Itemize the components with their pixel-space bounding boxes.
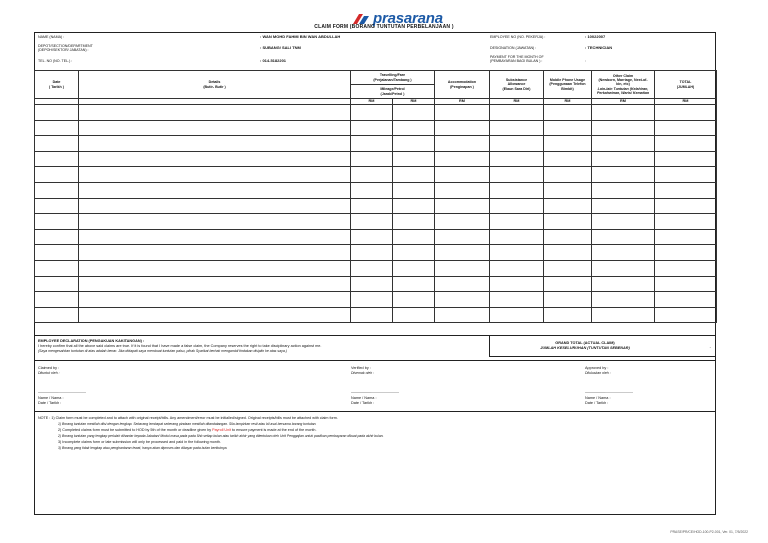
claim-cell[interactable] <box>393 167 435 183</box>
rm-cell: RM <box>592 99 655 105</box>
claim-cell[interactable] <box>655 245 717 261</box>
claim-cell[interactable] <box>544 292 592 308</box>
payment-label: PAYMENT FOR THE MONTH OF (PEMBAYARAN BAGI BULAN ) : <box>490 55 544 64</box>
claim-cell[interactable] <box>35 229 79 245</box>
note-3-ms: 3) Borang yang tidak lengkap atau penghantaran lewat, hanya akan diproses dan dibayar pada bulan berikutnya. <box>58 446 228 450</box>
claim-cell[interactable] <box>35 182 79 198</box>
claim-cell[interactable] <box>592 276 655 292</box>
grand-total-value: - <box>709 344 711 349</box>
claim-cell[interactable] <box>435 167 490 183</box>
claim-row <box>35 214 717 230</box>
claim-cell[interactable] <box>490 260 544 276</box>
claim-cell[interactable] <box>490 307 544 323</box>
claim-cell[interactable] <box>393 307 435 323</box>
col-subsistance: Subsistance Allowance (Elaun Sara Diri) <box>490 71 544 99</box>
col-other-claim: Other Claim (Newborn, Marriage, Next-of- kin, etc) Lain-lain Tuntutan (Kelahiran, Perkahwinan, Waris/ Kematian <box>592 71 655 99</box>
col-date: Date ( Tarikh ) <box>35 71 79 99</box>
claim-cell[interactable] <box>592 245 655 261</box>
claim-cell[interactable] <box>393 260 435 276</box>
claim-cell[interactable] <box>544 151 592 167</box>
note-2: 2) Completed claims form must be submitted to HOD by 5th of the month or deadline given by Payroll Unit to ensure payment is made at the end of the month. <box>58 428 317 432</box>
rm-cell: RM <box>351 99 393 105</box>
claim-cell[interactable] <box>592 167 655 183</box>
claim-cell[interactable] <box>544 120 592 136</box>
form-title: CLAIM FORM (BORANG TUNTUTAN PERBELANJAAN ) <box>314 24 454 30</box>
claim-cell[interactable] <box>79 151 351 167</box>
claim-cell[interactable] <box>35 245 79 261</box>
col-mileage: Mileage/Petrol (Jarak/Petrol ) <box>351 85 435 99</box>
verified-signature-line: ------------------------------------------------ <box>351 390 399 394</box>
claim-cell[interactable] <box>435 245 490 261</box>
claim-cell[interactable] <box>393 136 435 152</box>
notes <box>38 415 384 451</box>
claim-cell[interactable] <box>544 198 592 214</box>
claim-cell[interactable] <box>490 198 544 214</box>
divider <box>34 411 716 412</box>
claim-cell[interactable] <box>435 229 490 245</box>
claim-row <box>35 245 717 261</box>
claim-cell[interactable] <box>79 214 351 230</box>
grand-total-box <box>489 335 716 357</box>
claim-cell[interactable] <box>544 167 592 183</box>
claim-cell[interactable] <box>351 214 393 230</box>
claim-cell[interactable] <box>35 307 79 323</box>
claim-row <box>35 229 717 245</box>
approved-signature-line: ------------------------------------------------ <box>585 390 633 394</box>
claim-cell[interactable] <box>592 182 655 198</box>
claim-cell[interactable] <box>544 105 592 121</box>
claim-cell[interactable] <box>655 198 717 214</box>
claim-cell[interactable] <box>393 151 435 167</box>
note-2-ms: 2) Borang tuntutan yang lengkap perlulah dihantar kepada Jabatan/ Modul masa pada pada 5hb setiap bulan atau tarikh akhir yang ditentukan oleh Unit Penggajian untuk pastikan pembayaran dibuat pada akhir bulan. <box>58 434 384 438</box>
claim-cell[interactable] <box>544 276 592 292</box>
claim-cell[interactable] <box>35 120 79 136</box>
rm-cell: RM <box>544 99 592 105</box>
claim-cell[interactable] <box>79 198 351 214</box>
claim-cell[interactable] <box>544 214 592 230</box>
claim-cell[interactable] <box>35 105 79 121</box>
claim-cell[interactable] <box>655 167 717 183</box>
claim-cell[interactable] <box>35 276 79 292</box>
claim-cell[interactable] <box>35 292 79 308</box>
claim-row <box>35 167 717 183</box>
payment-value: : <box>585 59 586 63</box>
name-value: : WAN MOHD FAHMI BIN WAN ABDULLAH <box>260 34 341 39</box>
claim-cell[interactable] <box>351 307 393 323</box>
grand-total-label: GRAND TOTAL (ACTUAL CLAIM) JUMLAH KESELURUHAN (TUNTUTAN SEBENAR) <box>540 341 630 350</box>
tel-label: TEL. NO (NO. TEL.) : <box>38 59 73 63</box>
claim-cell[interactable] <box>655 214 717 230</box>
claim-cell[interactable] <box>79 260 351 276</box>
rm-cell: RM <box>490 99 544 105</box>
form-reference: PRASE/PR/CE/HOD-100-P2-001, Ver. 01, 7/5/2022 <box>670 530 748 534</box>
tel-value: : 014-5182201 <box>260 58 287 63</box>
claim-row <box>35 276 717 292</box>
claim-row <box>35 105 717 121</box>
claim-cell[interactable] <box>544 260 592 276</box>
claim-cell[interactable] <box>592 229 655 245</box>
claim-cell[interactable] <box>351 260 393 276</box>
col-total: TOTAL (JUMLAH) <box>655 71 717 99</box>
rm-cell: RM <box>655 99 717 105</box>
claim-cell[interactable] <box>490 276 544 292</box>
dept-value: : SUBANG/ SALI TNM <box>260 45 301 50</box>
claim-cell[interactable] <box>435 260 490 276</box>
claim-cell[interactable] <box>490 151 544 167</box>
claim-cell[interactable] <box>490 167 544 183</box>
claim-cell[interactable] <box>35 151 79 167</box>
claim-cell[interactable] <box>351 229 393 245</box>
divider <box>34 360 716 361</box>
claim-cell[interactable] <box>435 214 490 230</box>
dept-label: DEPOT/SECTION/DEPARTMENT (DEPOH/SEKTOR/ JABATAN) : <box>38 44 93 53</box>
claim-cell[interactable] <box>79 292 351 308</box>
claim-cell[interactable] <box>79 136 351 152</box>
claim-cell[interactable] <box>592 307 655 323</box>
claim-cell[interactable] <box>79 229 351 245</box>
col-travelling: Travelling/Fare (Perjalanan/Tambang ) <box>351 71 435 85</box>
rm-cell: RM <box>393 99 435 105</box>
claim-cell[interactable] <box>592 260 655 276</box>
claim-cell[interactable] <box>490 105 544 121</box>
claim-cell[interactable] <box>544 307 592 323</box>
claim-cell[interactable] <box>79 167 351 183</box>
claim-cell[interactable] <box>393 276 435 292</box>
note-1-ms: 1) Borang tuntutan mestilah diisi dengan lengkap. Sebarang lembapat seberang pindaan mestilah ditandatangan. Sila lampirkan resit atau bil asal bersama borang tuntutan. <box>58 422 317 426</box>
claim-cell[interactable] <box>655 229 717 245</box>
claim-cell[interactable] <box>79 307 351 323</box>
claim-cell[interactable] <box>544 182 592 198</box>
claim-row <box>35 292 717 308</box>
claim-cell[interactable] <box>35 260 79 276</box>
claim-cell[interactable] <box>393 292 435 308</box>
claim-cell[interactable] <box>35 167 79 183</box>
col-accommodation: Accommodation (Penginapan ) <box>435 71 490 99</box>
claim-row <box>35 198 717 214</box>
claim-cell[interactable] <box>490 245 544 261</box>
claim-cell[interactable] <box>351 198 393 214</box>
claim-cell[interactable] <box>351 292 393 308</box>
claims-table <box>34 70 717 323</box>
claim-cell[interactable] <box>490 120 544 136</box>
claim-cell[interactable] <box>435 105 490 121</box>
claim-cell[interactable] <box>592 105 655 121</box>
claim-cell[interactable] <box>490 182 544 198</box>
claim-cell[interactable] <box>435 120 490 136</box>
empno-value: : 10022007 <box>585 34 606 39</box>
claim-cell[interactable] <box>655 307 717 323</box>
empno-label: EMPLOYEE NO (NO. PEKERJA) : <box>490 35 546 39</box>
claimed-by: Claimed by : Dituntut oleh : <box>38 366 60 375</box>
claim-cell[interactable] <box>393 198 435 214</box>
claim-cell[interactable] <box>655 276 717 292</box>
employee-declaration: EMPLOYEE DECLARATION (PENGAKUAN KAKITANGAN) : I hereby confirm that all the above said claims are true. If it is found that I have made a false claim, the Company reserves the right to take disciplinary action against me. (Saya mengesahkan tuntutan di atas adalah benar. Jika didapati saya membuat tuntutan palsu, pihak Syarikat berhak mengambil tindakan disiplin ke atas saya.) <box>38 339 322 354</box>
claim-cell[interactable] <box>655 260 717 276</box>
claim-cell[interactable] <box>490 136 544 152</box>
claim-row <box>35 151 717 167</box>
col-mobile-phone: Mobile Phone Usage (Penggunaan Telefon Bimbit) <box>544 71 592 99</box>
claim-cell[interactable] <box>592 198 655 214</box>
claim-cell[interactable] <box>351 167 393 183</box>
claim-cell[interactable] <box>393 105 435 121</box>
claim-cell[interactable] <box>393 229 435 245</box>
approved-name-date: Name / Nama : Date / Tarikh : <box>585 396 611 405</box>
rm-cell: RM <box>435 99 490 105</box>
claim-cell[interactable] <box>592 292 655 308</box>
claim-cell[interactable] <box>655 292 717 308</box>
claim-cell[interactable] <box>435 198 490 214</box>
claim-cell[interactable] <box>435 276 490 292</box>
claim-cell[interactable] <box>393 245 435 261</box>
claim-cell[interactable] <box>79 120 351 136</box>
claim-cell[interactable] <box>351 245 393 261</box>
claim-cell[interactable] <box>79 105 351 121</box>
claim-cell[interactable] <box>351 136 393 152</box>
claim-cell[interactable] <box>655 136 717 152</box>
claim-cell[interactable] <box>351 151 393 167</box>
claim-cell[interactable] <box>544 136 592 152</box>
verified-by: Verified by : Disemak oleh : <box>351 366 375 375</box>
claim-cell[interactable] <box>35 136 79 152</box>
claim-cell[interactable] <box>351 276 393 292</box>
name-label: NAME (NAMA) : <box>38 35 65 39</box>
claimed-name-date: Name / Nama : Date / Tarikh : <box>38 396 64 405</box>
claim-cell[interactable] <box>544 229 592 245</box>
claim-row <box>35 260 717 276</box>
claim-cell[interactable] <box>393 120 435 136</box>
designation-label: DESIGNATION (JAWATAN) : <box>490 46 537 50</box>
claim-row <box>35 136 717 152</box>
claim-cell[interactable] <box>351 182 393 198</box>
claim-cell[interactable] <box>592 151 655 167</box>
claim-cell[interactable] <box>655 120 717 136</box>
logo-text: prasarana <box>373 10 443 27</box>
claim-cell[interactable] <box>435 307 490 323</box>
claim-cell[interactable] <box>655 182 717 198</box>
claim-cell[interactable] <box>490 214 544 230</box>
claim-cell[interactable] <box>351 120 393 136</box>
claim-row <box>35 120 717 136</box>
claim-cell[interactable] <box>655 151 717 167</box>
designation-value: : TECHNICIAN <box>585 45 613 50</box>
claims-body <box>35 105 717 323</box>
col-details: Details (Butir- Butir ) <box>79 71 351 99</box>
claim-cell[interactable] <box>435 182 490 198</box>
claim-cell[interactable] <box>544 245 592 261</box>
claim-cell[interactable] <box>592 214 655 230</box>
claimed-signature-line: ------------------------------------------------ <box>38 390 86 394</box>
claim-cell[interactable] <box>435 151 490 167</box>
verified-name-date: Name / Nama : Date / Tarikh : <box>351 396 377 405</box>
claim-cell[interactable] <box>79 245 351 261</box>
claim-cell[interactable] <box>655 105 717 121</box>
claim-cell[interactable] <box>35 198 79 214</box>
claim-row <box>35 182 717 198</box>
claim-cell[interactable] <box>79 182 351 198</box>
claim-cell[interactable] <box>79 276 351 292</box>
claim-cell[interactable] <box>393 214 435 230</box>
claim-row <box>35 307 717 323</box>
claim-cell[interactable] <box>490 229 544 245</box>
claim-cell[interactable] <box>35 214 79 230</box>
note-3: 3) Incomplete claims form or late submission will only be processed and paid in the following month. <box>58 440 221 444</box>
note-1: NOTE : 1) Claim form must be completed and to attach with original receipt/bills. Any amendment/error must be initialled/signed. Original receipts/bills must be attached with claim form. <box>38 416 338 420</box>
claim-cell[interactable] <box>435 136 490 152</box>
claim-cell[interactable] <box>592 136 655 152</box>
claim-cell[interactable] <box>490 292 544 308</box>
claim-cell[interactable] <box>393 182 435 198</box>
claim-cell[interactable] <box>351 105 393 121</box>
approved-by: Approved by : Diluluskan oleh : <box>585 366 611 375</box>
claim-cell[interactable] <box>592 120 655 136</box>
claim-cell[interactable] <box>435 292 490 308</box>
